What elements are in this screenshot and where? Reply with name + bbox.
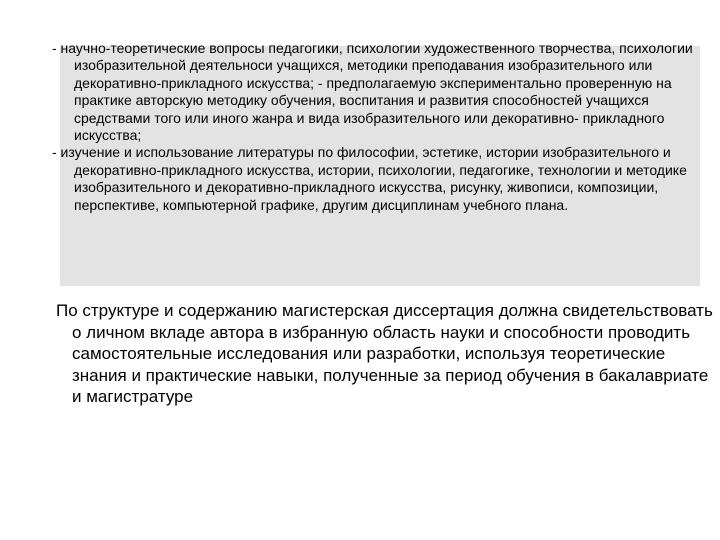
requirements-list: [44, 40, 696, 214]
list-item: - изучение и использование литературы по философии, эстетике, истории изобразительного и декоративно-прикладного искусства, истории, психологии, педагогике, технологии и методике изобразительного и декоративно-прикладного искусства, рисунку, живописи, композиции, перспективе, компьютерной графике, другим дисциплинам учебного плана.: [52, 144, 687, 213]
summary-paragraph: По структуре и содержанию магистерская диссертация должна свидетельствовать о личном вкладе автора в избранную область науки и способности проводить самостоятельные исследования или разработки, используя теоретические знания и практические навыки, полученные за период обучения в бакалавриате и магистратуре: [56, 301, 713, 406]
list-item: - научно-теоретические вопросы педагогики, психологии художественного творчества, психологии изобразительной деятельноси учащихся, методики преподавания изобразительного или декоративно-прикладного искусства; - предполагаемую экспериментально проверенную на практике авторскую методику обучения, воспитания и развития способностей учащихся средствами того или иного жанра и вида изобразительного или декоративно- прикладного искусства;: [52, 40, 693, 144]
